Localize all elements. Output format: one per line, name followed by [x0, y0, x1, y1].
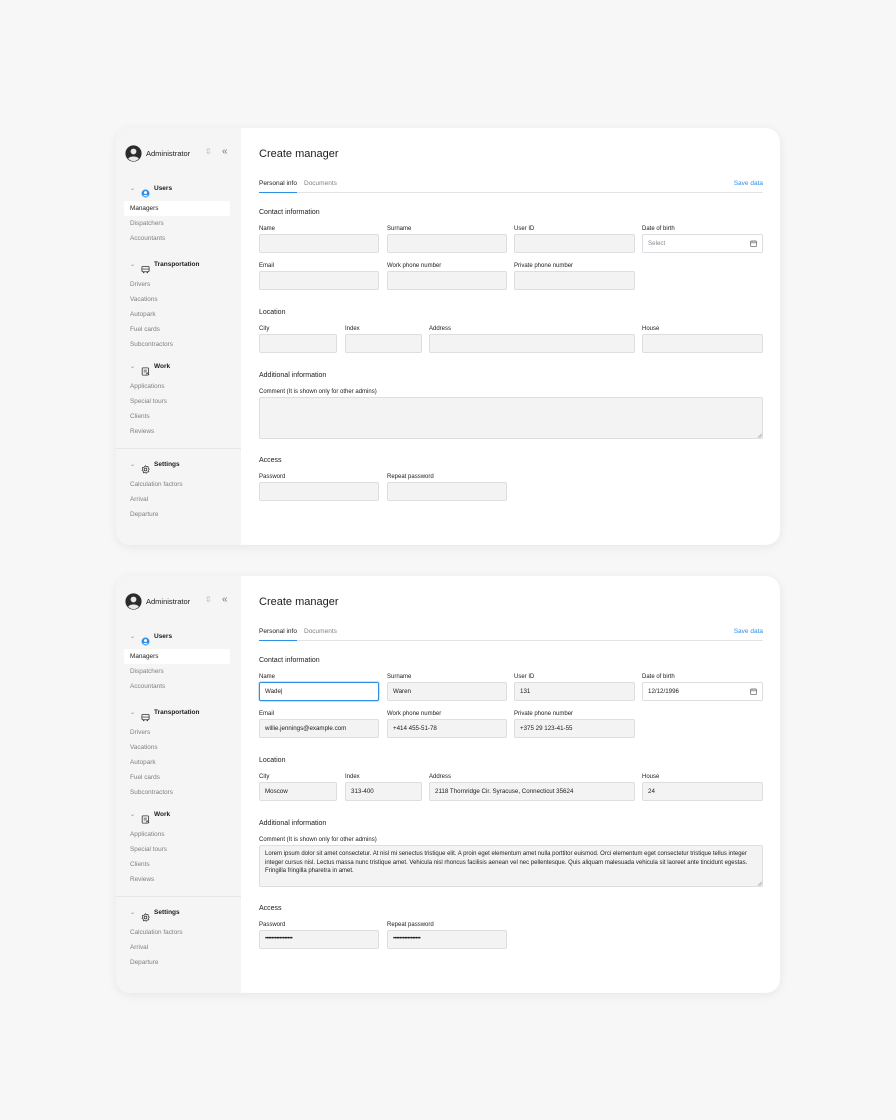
sidebar-item-autopark[interactable]: Autopark: [130, 759, 156, 766]
bus-icon: [141, 709, 150, 718]
sidebar-item-reviews[interactable]: Reviews: [130, 876, 155, 883]
comment-field-group: [259, 389, 763, 441]
sidebar-item-calculation-factors[interactable]: Calculation factors: [130, 929, 183, 936]
sidebar-item-calculation-factors[interactable]: Calculation factors: [130, 481, 183, 488]
sidebar-item-managers[interactable]: Managers: [124, 649, 230, 664]
address-label: Address: [429, 326, 452, 332]
repeat-password-input[interactable]: [387, 482, 507, 501]
date-placeholder: Select: [648, 240, 666, 247]
private-phone-input[interactable]: +375 29 123-41-55: [514, 719, 635, 738]
house-input[interactable]: 24: [642, 782, 763, 801]
surname-field-group: [387, 226, 507, 254]
gear-icon: [141, 461, 150, 470]
account-name: Administrator: [146, 597, 191, 606]
create-manager-panel-filled: [116, 576, 780, 993]
password-input[interactable]: [259, 482, 379, 501]
sidebar-section-work: [116, 362, 241, 439]
house-label: House: [642, 774, 660, 780]
tabs: [259, 180, 763, 193]
sidebar-item-arrival[interactable]: Arrival: [130, 496, 149, 503]
email-label: Email: [259, 263, 275, 269]
chevron-down-icon[interactable]: ⌄: [130, 710, 136, 716]
index-input[interactable]: 313-400: [345, 782, 422, 801]
address-input[interactable]: [429, 334, 635, 353]
sidebar-item-drivers[interactable]: Drivers: [130, 281, 151, 288]
city-label: City: [259, 326, 270, 332]
sidebar-section-label: Users: [154, 633, 173, 640]
address-label: Address: [429, 774, 452, 780]
chevron-down-icon[interactable]: ⌄: [130, 910, 136, 916]
sidebar-section-label: Transportation: [154, 261, 200, 268]
page-title: Create manager: [259, 148, 339, 160]
password-label: Password: [259, 474, 286, 480]
tab-personal-info[interactable]: Personal info: [259, 180, 297, 193]
calendar-icon[interactable]: [750, 688, 757, 695]
private-phone-field-group: [514, 711, 635, 739]
index-input[interactable]: [345, 334, 422, 353]
account-switcher[interactable]: [125, 145, 237, 163]
surname-input[interactable]: [387, 234, 507, 253]
avatar: [125, 593, 142, 610]
user-circle-icon: [141, 185, 150, 194]
sidebar-section-header[interactable]: [116, 810, 241, 824]
account-switch-icon[interactable]: ⇳: [205, 595, 212, 604]
tab-documents[interactable]: Documents: [304, 180, 337, 187]
sidebar-section-users: [116, 632, 241, 694]
user-id-input[interactable]: [514, 234, 635, 253]
email-input[interactable]: willie.jennings@example.com: [259, 719, 379, 738]
sidebar-section-label: Work: [154, 363, 171, 370]
name-input[interactable]: [259, 234, 379, 253]
contact-information-heading: Contact information: [259, 657, 320, 664]
sidebar-divider: [116, 896, 241, 897]
date-of-birth-input[interactable]: 12/12/1996: [642, 682, 763, 701]
house-field-group: [642, 774, 763, 802]
sidebar-section-header[interactable]: [116, 708, 241, 722]
additional-information-heading: Additional information: [259, 820, 327, 827]
email-field-group: [259, 711, 379, 739]
password-field-group: [259, 474, 379, 502]
repeat-password-field-group: [387, 474, 507, 502]
work-phone-label: Work phone number: [387, 711, 442, 717]
location-heading: Location: [259, 757, 286, 764]
main-content: [259, 576, 763, 993]
gear-icon: [141, 909, 150, 918]
page-title: Create manager: [259, 596, 339, 608]
chevron-down-icon[interactable]: ⌄: [130, 364, 136, 370]
sidebar-section-transportation: [116, 260, 241, 352]
user-id-field-group: [514, 226, 635, 254]
sidebar: [116, 576, 241, 993]
sidebar-item-drivers[interactable]: Drivers: [130, 729, 151, 736]
user-id-field-group: [514, 674, 635, 702]
user-id-label: User ID: [514, 674, 535, 680]
sidebar-item-vacations[interactable]: Vacations: [130, 744, 158, 751]
city-input[interactable]: Moscow: [259, 782, 337, 801]
repeat-password-input[interactable]: •••••••••••••••••: [387, 930, 507, 949]
sidebar-item-clients[interactable]: Clients: [130, 413, 150, 420]
name-label: Name: [259, 226, 276, 232]
repeat-password-field-group: [387, 922, 507, 950]
sidebar-divider: [116, 448, 241, 449]
chevron-down-icon[interactable]: ⌄: [130, 462, 136, 468]
sidebar-section-label: Transportation: [154, 709, 200, 716]
contact-information-heading: Contact information: [259, 209, 320, 216]
index-label: Index: [345, 774, 360, 780]
clipboard-icon: [141, 363, 150, 372]
sidebar-section-header[interactable]: [116, 908, 241, 922]
private-phone-label: Private phone number: [514, 263, 574, 269]
password-field-group: [259, 922, 379, 950]
sidebar-item-dispatchers[interactable]: Dispatchers: [130, 220, 164, 227]
index-label: Index: [345, 326, 360, 332]
email-field-group: [259, 263, 379, 291]
work-phone-field-group: [387, 711, 507, 739]
sidebar-section-label: Settings: [154, 461, 180, 468]
collapse-sidebar-icon[interactable]: «: [222, 594, 228, 605]
address-input[interactable]: 2118 Thornridge Cir. Syracuse, Connecticut 35624: [429, 782, 635, 801]
house-field-group: [642, 326, 763, 354]
comment-textarea[interactable]: Lorem ipsum dolor sit amet consectetur. At nisl mi senectus tristique elit. A proin eget elementum amet nulla porttitor euismod. Orci elementum eget consectetur tristique tellus integer integer cursus nisl. Lectus massa nunc tristique amet. Vehicula nisl rhoncus facilisis aenean vel nec pellentesque. Quis aliquam malesuada vehicula sit laoreet ante tincidunt egestas. Fringilla fringilla pharetra in amet.: [259, 845, 763, 887]
sidebar-item-managers[interactable]: Managers: [124, 201, 230, 216]
sidebar-section-header[interactable]: [116, 632, 241, 646]
house-input[interactable]: [642, 334, 763, 353]
sidebar-section-label: Work: [154, 811, 171, 818]
access-heading: Access: [259, 457, 282, 464]
city-input[interactable]: [259, 334, 337, 353]
sidebar: [116, 128, 241, 545]
tabs: [259, 628, 763, 641]
sidebar-item-applications[interactable]: Applications: [130, 831, 165, 838]
sidebar-item-applications[interactable]: Applications: [130, 383, 165, 390]
private-phone-field-group: [514, 263, 635, 291]
access-heading: Access: [259, 905, 282, 912]
user-circle-icon: [141, 633, 150, 642]
sidebar-item-departure[interactable]: Departure: [130, 959, 159, 966]
main-content: [259, 128, 763, 545]
bus-icon: [141, 261, 150, 270]
date-of-birth-input[interactable]: [642, 234, 763, 253]
email-label: Email: [259, 711, 275, 717]
sidebar-item-accountants[interactable]: Accountants: [130, 683, 166, 690]
sidebar-item-vacations[interactable]: Vacations: [130, 296, 158, 303]
clipboard-icon: [141, 811, 150, 820]
city-label: City: [259, 774, 270, 780]
additional-information-heading: Additional information: [259, 372, 327, 379]
sidebar-item-dispatchers[interactable]: Dispatchers: [130, 668, 164, 675]
address-field-group: [429, 326, 635, 354]
sidebar-section-transportation: [116, 708, 241, 800]
surname-field-group: [387, 674, 507, 702]
repeat-password-label: Repeat password: [387, 922, 434, 928]
account-name: Administrator: [146, 149, 191, 158]
city-field-group: [259, 774, 337, 802]
user-id-label: User ID: [514, 226, 535, 232]
user-id-input[interactable]: 131: [514, 682, 635, 701]
sidebar-item-fuel-cards[interactable]: Fuel cards: [130, 774, 160, 781]
date-of-birth-label: Date of birth: [642, 226, 675, 232]
private-phone-label: Private phone number: [514, 711, 574, 717]
calendar-icon[interactable]: [750, 240, 757, 247]
sidebar-item-accountants[interactable]: Accountants: [130, 235, 166, 242]
sidebar-item-arrival[interactable]: Arrival: [130, 944, 149, 951]
index-field-group: [345, 774, 422, 802]
account-switch-icon[interactable]: ⇳: [205, 147, 212, 156]
comment-label: Comment (It is shown only for other admins): [259, 837, 377, 843]
chevron-down-icon[interactable]: ⌄: [130, 262, 136, 268]
sidebar-item-special-tours[interactable]: Special tours: [130, 846, 167, 853]
sidebar-item-subcontractors[interactable]: Subcontractors: [130, 341, 173, 348]
comment-label: Comment (It is shown only for other admins): [259, 389, 377, 395]
comment-textarea[interactable]: [259, 397, 763, 439]
sidebar-section-header[interactable]: [116, 260, 241, 274]
email-input[interactable]: [259, 271, 379, 290]
sidebar-section-settings: [116, 460, 241, 522]
surname-input[interactable]: Waren: [387, 682, 507, 701]
password-input[interactable]: •••••••••••••••••: [259, 930, 379, 949]
name-field-group: [259, 674, 379, 702]
sidebar-item-fuel-cards[interactable]: Fuel cards: [130, 326, 160, 333]
date-of-birth-field-group: [642, 674, 763, 702]
sidebar-item-autopark[interactable]: Autopark: [130, 311, 156, 318]
sidebar-item-reviews[interactable]: Reviews: [130, 428, 155, 435]
sidebar-item-subcontractors[interactable]: Subcontractors: [130, 789, 173, 796]
sidebar-section-work: [116, 810, 241, 887]
comment-field-group: [259, 837, 763, 889]
city-field-group: [259, 326, 337, 354]
sidebar-section-label: Users: [154, 185, 173, 192]
private-phone-input[interactable]: [514, 271, 635, 290]
name-label: Name: [259, 674, 276, 680]
account-switcher[interactable]: [125, 593, 237, 611]
sidebar-item-special-tours[interactable]: Special tours: [130, 398, 167, 405]
chevron-down-icon[interactable]: ⌄: [130, 812, 136, 818]
resize-handle-icon[interactable]: [757, 881, 762, 886]
save-data-link[interactable]: Save data: [733, 180, 763, 187]
sidebar-section-users: [116, 184, 241, 246]
address-field-group: [429, 774, 635, 802]
repeat-password-label: Repeat password: [387, 474, 434, 480]
location-heading: Location: [259, 309, 286, 316]
house-label: House: [642, 326, 660, 332]
chevron-down-icon[interactable]: ⌄: [130, 634, 136, 640]
password-label: Password: [259, 922, 286, 928]
date-of-birth-label: Date of birth: [642, 674, 675, 680]
work-phone-field-group: [387, 263, 507, 291]
index-field-group: [345, 326, 422, 354]
sidebar-section-label: Settings: [154, 909, 180, 916]
work-phone-input[interactable]: +414 455-51-78: [387, 719, 507, 738]
tab-personal-info[interactable]: Personal info: [259, 628, 297, 641]
resize-handle-icon[interactable]: [757, 433, 762, 438]
sidebar-section-header[interactable]: [116, 184, 241, 198]
tab-documents[interactable]: Documents: [304, 628, 337, 635]
avatar: [125, 145, 142, 162]
surname-label: Surname: [387, 226, 412, 232]
surname-label: Surname: [387, 674, 412, 680]
save-data-link[interactable]: Save data: [733, 628, 763, 635]
name-input[interactable]: Wade|: [259, 682, 379, 701]
work-phone-label: Work phone number: [387, 263, 442, 269]
sidebar-item-clients[interactable]: Clients: [130, 861, 150, 868]
work-phone-input[interactable]: [387, 271, 507, 290]
collapse-sidebar-icon[interactable]: «: [222, 146, 228, 157]
sidebar-section-settings: [116, 908, 241, 970]
name-field-group: [259, 226, 379, 254]
sidebar-section-header[interactable]: [116, 460, 241, 474]
date-of-birth-field-group: [642, 226, 763, 254]
create-manager-panel-empty: [116, 128, 780, 545]
sidebar-section-header[interactable]: [116, 362, 241, 376]
chevron-down-icon[interactable]: ⌄: [130, 186, 136, 192]
sidebar-item-departure[interactable]: Departure: [130, 511, 159, 518]
